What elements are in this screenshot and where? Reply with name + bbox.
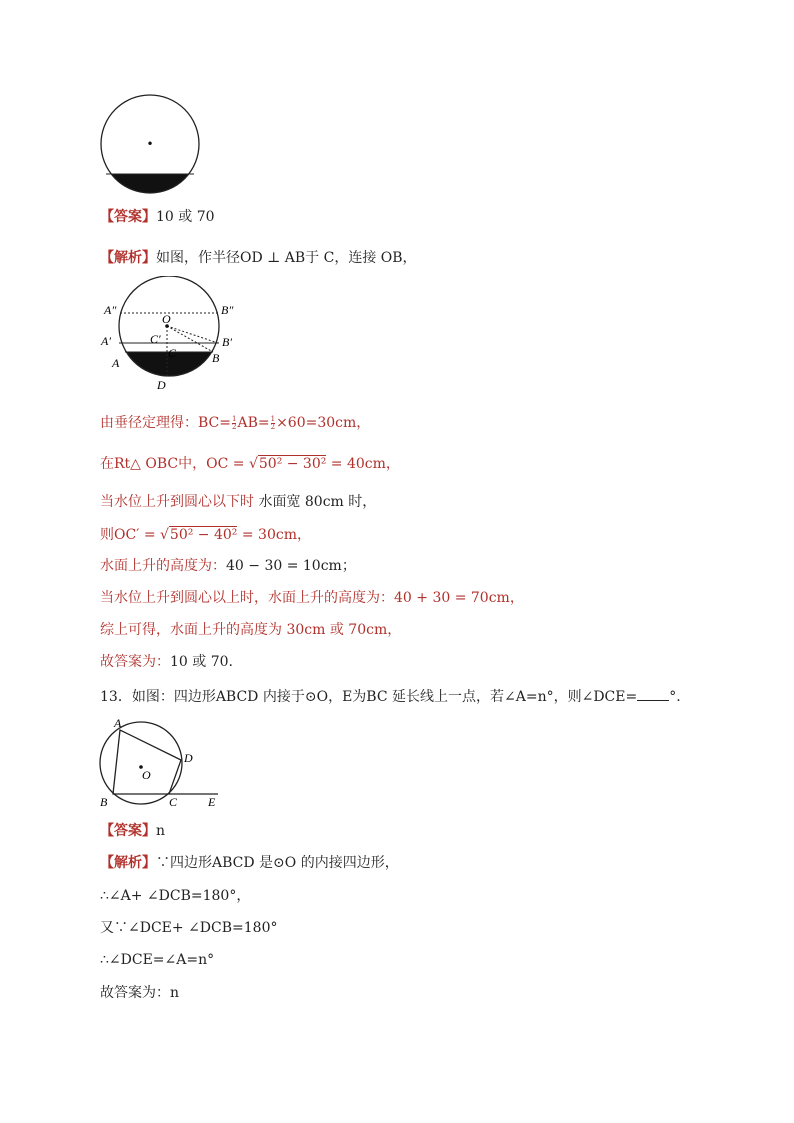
label-E: E bbox=[208, 795, 216, 809]
answer-tag: 【答案】 bbox=[100, 823, 156, 839]
label-O: O bbox=[142, 768, 151, 782]
figure-circle-labeled bbox=[100, 276, 250, 396]
label-C: C bbox=[168, 346, 177, 360]
label-B-prime: B′ bbox=[222, 335, 232, 349]
analysis-intro-text: 如图，作半径OD ⊥ AB于 C，连接 OB， bbox=[156, 250, 417, 266]
figure-circle-water bbox=[96, 94, 206, 198]
label-B-double-prime: B″ bbox=[221, 303, 234, 317]
l7-a: 综上可得，水面上升的高度为 bbox=[100, 622, 287, 638]
analysis-line-2: 在Rt△ OBC中，OC = √50² − 30² = 40cm， bbox=[100, 456, 400, 472]
frac-den: 2 bbox=[270, 422, 276, 431]
analysis-line-7 bbox=[100, 621, 401, 639]
answer-value: 10 或 70 bbox=[156, 209, 215, 225]
answer-value: n bbox=[156, 823, 166, 839]
answer-1 bbox=[100, 208, 215, 226]
label-C-prime: C′ bbox=[150, 332, 161, 346]
label-B: B bbox=[212, 351, 220, 365]
l4-post: = 30cm， bbox=[237, 527, 311, 543]
analysis-2-line-2: ∴∠A+ ∠DCB=180°， bbox=[100, 888, 251, 904]
analysis-tag: 【解析】 bbox=[100, 855, 156, 871]
label-D: D bbox=[157, 378, 166, 392]
fraction-half-2 bbox=[271, 416, 275, 431]
analysis-tag: 【解析】 bbox=[100, 250, 156, 266]
analysis-line-8 bbox=[100, 653, 233, 671]
l1-pre: 由垂径定理得：BC= bbox=[100, 415, 231, 431]
l3-a: 当水位上升到圆心以下时 bbox=[100, 494, 259, 510]
q13-tail: °. bbox=[669, 689, 681, 705]
l3-b: 水面宽 80cm 时， bbox=[258, 494, 377, 510]
q13-text: 13．如图：四边形ABCD 内接于⊙O，E为BC 延长线上一点，若∠A=n°，则∠DCE= bbox=[100, 689, 638, 705]
label-D: D bbox=[184, 751, 193, 765]
label-O: O bbox=[162, 312, 171, 326]
label-A: A bbox=[112, 356, 120, 370]
l6-a: 当水位上升到圆心以上时，水面上升的高度为： bbox=[100, 590, 394, 606]
l1-post: ×60=30cm， bbox=[276, 415, 371, 431]
analysis-2-line-3: 又∵∠DCE+ ∠DCB=180° bbox=[100, 920, 278, 936]
analysis-2-line-1 bbox=[100, 854, 399, 872]
label-A-double-prime: A″ bbox=[104, 303, 117, 317]
l7-b: 30cm 或 70cm， bbox=[286, 622, 402, 638]
analysis-2-line-4: ∴∠DCE=∠A=n° bbox=[100, 952, 215, 968]
answer-blank bbox=[637, 688, 669, 701]
l6-b: 40 + 30 = 70cm， bbox=[394, 590, 524, 606]
l4-root: 50² − 40² bbox=[169, 527, 238, 543]
figure-cyclic-quadrilateral bbox=[94, 713, 224, 813]
answer-2 bbox=[100, 822, 165, 840]
question-13 bbox=[100, 688, 681, 706]
analysis-line-5 bbox=[100, 557, 356, 575]
label-A: A bbox=[114, 716, 122, 730]
l4-pre: 则OC′ = bbox=[100, 527, 160, 543]
label-A-prime: A′ bbox=[101, 334, 111, 348]
analysis-line-4: 则OC′ = √50² − 40² = 30cm， bbox=[100, 527, 311, 543]
l1-mid: AB= bbox=[237, 415, 270, 431]
analysis-line-6 bbox=[100, 589, 524, 607]
analysis-2-line-5: 故答案为：n bbox=[100, 985, 180, 1001]
analysis2-l1: ∵四边形ABCD 是⊙O 的内接四边形， bbox=[156, 855, 399, 871]
label-B: B bbox=[100, 795, 108, 809]
l2-root: 50² − 30² bbox=[258, 456, 327, 472]
l2-post: = 40cm， bbox=[326, 456, 400, 472]
frac-num: 1 bbox=[270, 414, 276, 423]
l2-pre: 在Rt△ OBC中，OC = bbox=[100, 456, 249, 472]
l5-a: 水面上升的高度为： bbox=[100, 558, 226, 574]
analysis-line-1 bbox=[100, 414, 370, 432]
l8-a: 故答案为： bbox=[100, 654, 170, 670]
l8-b: 10 或 70. bbox=[170, 654, 233, 670]
center-dot: • bbox=[146, 137, 154, 151]
frac-num: 1 bbox=[232, 414, 237, 423]
answer-tag: 【答案】 bbox=[100, 209, 156, 225]
analysis-1-intro bbox=[100, 249, 417, 267]
analysis-line-3 bbox=[100, 493, 376, 511]
label-C: C bbox=[169, 795, 178, 809]
frac-den: 2 bbox=[232, 422, 237, 431]
l5-b: 40 − 30 = 10cm； bbox=[226, 558, 356, 574]
fraction-half-1 bbox=[232, 416, 236, 431]
